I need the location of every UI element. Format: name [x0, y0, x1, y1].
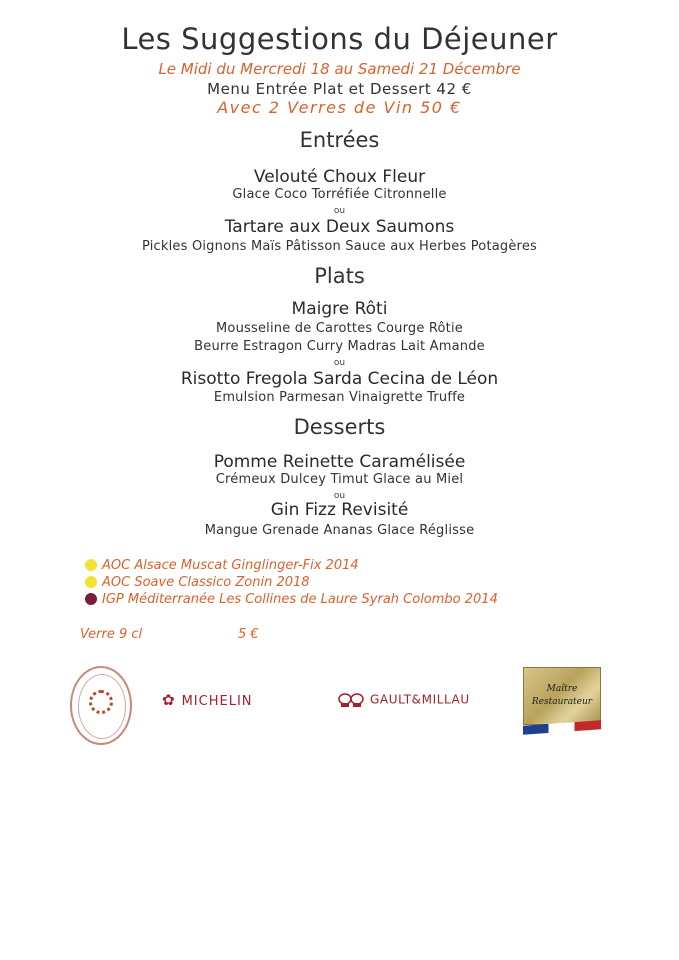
dish-description: Glace Coco Torréfiée Citronnelle: [232, 187, 447, 202]
dish-title: Maigre Rôti: [291, 299, 388, 319]
wine-label: AOC Alsace Muscat Ginglinger-Fix 2014: [102, 558, 359, 573]
gault-millau-label: GAULT&MILLAU: [370, 692, 470, 707]
dates-line: Le Midi du Mercredi 18 au Samedi 21 Décembre: [158, 60, 521, 78]
white-wine-dot-icon: [85, 559, 97, 571]
dish-title: Velouté Choux Fleur: [253, 167, 426, 187]
maitre-line2: Restaurateur: [531, 697, 593, 707]
menu-price-line: Menu Entrée Plat et Dessert 42 €: [207, 80, 472, 98]
section-heading-entrees: Entrées: [299, 128, 380, 152]
dish-description: Beurre Estragon Curry Madras Lait Amande: [194, 339, 485, 354]
wine-offer-line: Avec 2 Verres de Vin 50 €: [217, 98, 462, 117]
dish-description: Mousseline de Carottes Courge Rôtie: [216, 321, 463, 336]
or-separator: ou: [333, 206, 346, 216]
section-heading-desserts: Desserts: [293, 415, 386, 439]
dish-description: Emulsion Parmesan Vinaigrette Truffe: [213, 390, 466, 405]
wine-label: IGP Méditerranée Les Collines de Laure Syrah Colombo 2014: [102, 592, 498, 607]
glass-price: 5 €: [238, 627, 259, 642]
or-separator: ou: [333, 491, 346, 501]
college-culinaire-logo: [70, 666, 132, 745]
michelin-logo: [162, 691, 253, 709]
dish-description: Pickles Oignons Maïs Pâtisson Sauce aux Herbes Potagères: [141, 239, 537, 254]
dish-title: Gin Fizz Revisité: [270, 500, 409, 520]
section-heading-plats: Plats: [314, 264, 365, 288]
maitre-line1: Maître: [546, 684, 578, 694]
dish-title: Pomme Reinette Caramélisée: [213, 452, 466, 472]
or-separator: ou: [333, 358, 346, 368]
michelin-label: MICHELIN: [181, 694, 253, 709]
maitre-restaurateur-logo: [523, 667, 601, 725]
dish-title: Tartare aux Deux Saumons: [224, 217, 455, 237]
medal-icon: [89, 690, 113, 714]
dish-description: Crémeux Dulcey Timut Glace au Miel: [215, 472, 464, 487]
dish-description: Mangue Grenade Ananas Glace Réglisse: [204, 523, 475, 538]
toque-icon: [337, 692, 367, 708]
page-title: Les Suggestions du Déjeuner: [121, 22, 558, 56]
red-wine-dot-icon: [85, 593, 97, 605]
michelin-flower-icon: ✿: [162, 691, 176, 709]
glass-size: Verre 9 cl: [80, 627, 143, 642]
wine-label: AOC Soave Classico Zonin 2018: [102, 575, 310, 590]
gault-millau-logo: [337, 692, 470, 708]
dish-title: Risotto Fregola Sarda Cecina de Léon: [180, 369, 499, 389]
white-wine-dot-icon: [85, 576, 97, 588]
